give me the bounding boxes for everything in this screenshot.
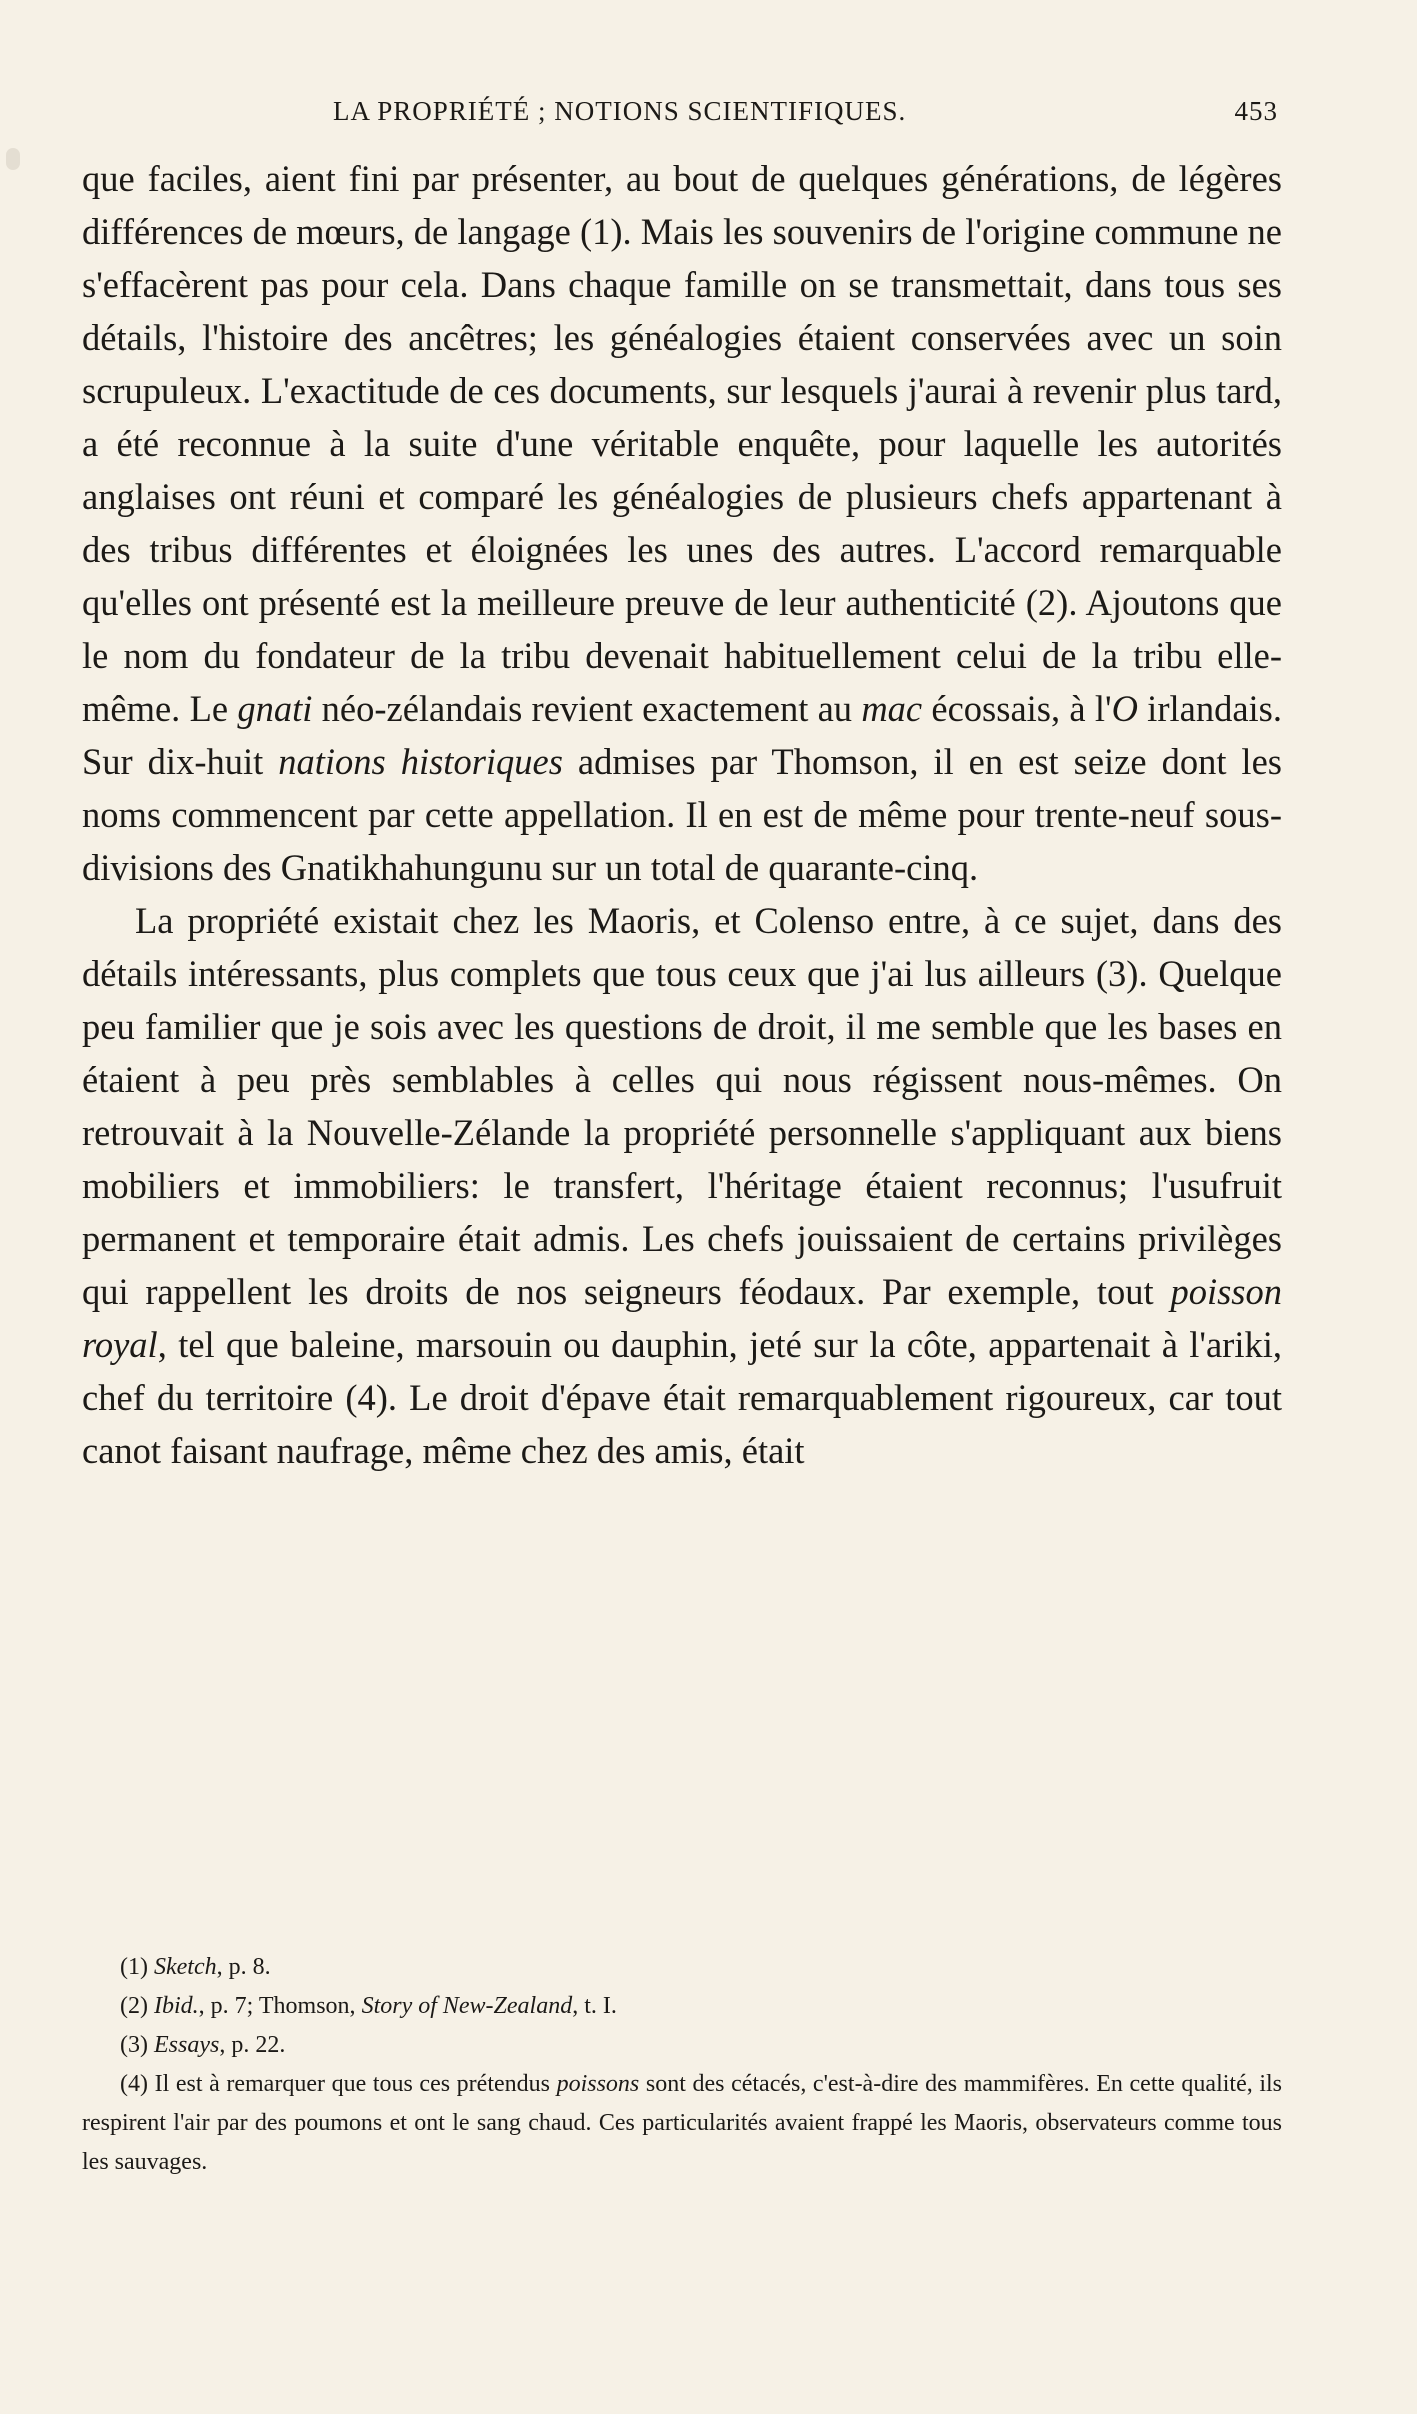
italic-poisson-royal: poisson royal <box>82 1271 1282 1365</box>
paragraph-1-text: admises par Thomson, il en est seize dont les noms commencent par cette appellation. Il en est de même pour trente-neuf sous-divisions des Gnatikhahungunu sur un total de quarante-cinq. <box>82 741 1282 888</box>
footnote-italic: Ibid. <box>153 1993 199 2019</box>
scan-smudge <box>6 148 20 170</box>
footnote-number: (3) <box>120 2032 154 2058</box>
footnote-italic: Essays <box>153 2032 220 2058</box>
footnote-number: (1) <box>120 1954 154 1980</box>
paragraph-1-text: écossais, à l' <box>922 688 1112 729</box>
italic-nations-historiques: nations historiques <box>278 741 563 782</box>
footnote-italic: Story of New-Zealand <box>361 1993 573 2019</box>
footnote-1 <box>82 1948 1282 1987</box>
paragraph-1 <box>82 152 1282 894</box>
page-number: 453 <box>1234 96 1278 126</box>
footnote-text: sont des cétacés, c'est-à-dire des mammifères. En cette qualité, ils respirent l'air par des poumons et ont le sang chaud. Ces particularités avaient frappé les Maoris, observateurs comme tous les sauvages. <box>82 2071 1282 2175</box>
paragraph-2-text: La propriété existait chez les Maoris, et Colenso entre, à ce sujet, dans des détails intéressants, plus complets que tous ceux que j'ai lus ailleurs (3). Quelque peu familier que je sois avec les questions de droit, il me semble que les bases en étaient à peu près semblables à celles qui nous régissent nous-mêmes. On retrouvait à la Nouvelle-Zélande la propriété personnelle s'appliquant aux biens mobiliers et immobiliers: le transfert, l'héritage étaient reconnus; l'usufruit permanent et temporaire était admis. Les chefs jouissaient de certains privilèges qui rappellent les droits de nos seigneurs féodaux. Par exemple, tout <box>82 900 1282 1312</box>
footnote-4 <box>82 2065 1282 2182</box>
footnote-text: Il est à remarquer que tous ces prétendus <box>154 2071 557 2097</box>
footnote-number: (4) <box>120 2071 155 2097</box>
italic-gnati: gnati <box>237 688 313 729</box>
footnote-number: (2) <box>120 1993 154 2019</box>
footnote-text: , p. 8. <box>216 1954 271 1980</box>
footnote-text: , p. 22. <box>219 2032 286 2058</box>
paragraph-1-text: irlandais. Sur dix-huit <box>82 688 1282 782</box>
main-text <box>82 152 1282 1477</box>
paragraph-1-text: que faciles, aient fini par présenter, au bout de quelques générations, de légères différences de mœurs, de langage (1). Mais les souvenirs de l'origine commune ne s'effacèrent pas pour cela. Dans chaque famille on se transmettait, dans tous ses détails, l'histoire des ancêtres; les généalogies étaient conservées avec un soin scrupuleux. L'exactitude de ces documents, sur lesquels j'aurai à revenir plus tard, a été reconnue à la suite d'une véritable enquête, pour laquelle les autorités anglaises ont réuni et comparé les généalogies de plusieurs chefs appartenant à des tribus différentes et éloignées les unes des autres. L'accord remarquable qu'elles ont présenté est la meilleure preuve de leur authenticité (2). Ajoutons que le nom du fondateur de la tribu devenait habituellement celui de la tribu elle-même. Le <box>82 158 1282 729</box>
paragraph-2-text: , tel que baleine, marsouin ou dauphin, jeté sur la côte, appartenait à l'ariki, chef du territoire (4). Le droit d'épave était remarquablement rigoureux, car tout canot faisant naufrage, même chez des amis, était <box>82 1324 1282 1471</box>
footnote-text: , t. I. <box>572 1993 617 2019</box>
footnote-3 <box>82 2026 1282 2065</box>
paragraph-2 <box>82 894 1282 1477</box>
footnote-italic: Sketch <box>153 1954 217 1980</box>
paragraph-1-text: néo-zélandais revient exactement au <box>312 688 862 729</box>
footnote-2 <box>82 1987 1282 2026</box>
running-title: LA PROPRIÉTÉ ; NOTIONS SCIENTIFIQUES. <box>333 96 907 126</box>
footnote-text: , p. 7; Thomson, <box>198 1993 362 2019</box>
footnote-italic: poissons <box>556 2071 640 2097</box>
italic-o: O <box>1111 688 1138 729</box>
footnotes <box>82 1948 1282 2182</box>
running-header <box>333 96 1278 136</box>
italic-mac: mac <box>861 688 923 729</box>
